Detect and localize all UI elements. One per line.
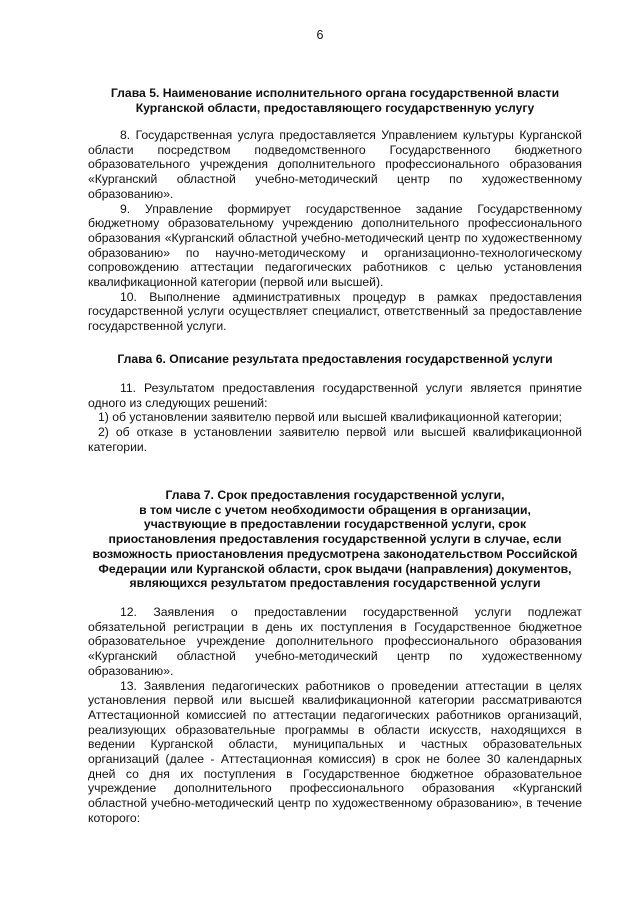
chapter-7-heading (88, 488, 582, 591)
paragraph-11-item-2: 2) об отказе в установлении заявителю первой или высшей квалификационной категории. (88, 425, 582, 454)
chapter-6-heading (88, 352, 582, 367)
paragraph-8: 8. Государственная услуга предоставляется Управлением культуры Курганской области посредством подведомственного Государственного бюджетного образовательного учреждения дополнительного профессионального образования «Курганский областной учебно-методический центр по художественному образованию». (88, 128, 582, 201)
chapter-5-title-line-2: Курганской области, предоставляющего государственную услугу (135, 100, 535, 115)
chapter-5-heading (88, 86, 582, 115)
paragraph-9: 9. Управление формирует государственное задание Государственному бюджетному образовательному учреждению дополнительного профессионального образования «Курганский областной учебно-методический центр по художественному образованию» по научно-методическому и организационно-технологическому сопровождению аттестации педагогических работников с целью установления квалификационной категории (первой или высшей). (88, 201, 582, 290)
chapter-5-body (88, 128, 582, 334)
paragraph-13: 13. Заявления педагогических работников о проведении аттестации в целях установления первой или высшей квалификационной категории рассматриваются Аттестационной комиссией по аттестации педагогических работников организаций, реализующих образовательные программы в области искусств, находящихся в ведении Курганской области, муниципальных и частных образовательных организаций (далее - Аттестационная комиссия) в срок не более 30 календарных дней со дня их поступления в Государственное бюджетное образовательное учреждение дополнительного профессионального образования «Курганский областной учебно-методический центр по художественному образованию», в течение которого: (88, 678, 582, 825)
chapter-5-title-line-1: Глава 5. Наименование исполнительного органа государственной власти (110, 86, 560, 100)
chapter-6-body (88, 381, 582, 455)
chapter-7-title-line-3: участвующие в предоставлении государственной услуги, срок (143, 517, 527, 532)
chapter-7-title-line-5: возможность приостановления предусмотрена законодательством Российской (92, 546, 578, 561)
page-number: 6 (316, 28, 324, 42)
chapter-7-title-line-7: являющихся результатом предоставления государственной услуги (129, 576, 541, 591)
chapter-7-title-line-4: приостановления предоставления государственной услуги в случае, если (108, 532, 562, 547)
paragraph-12: 12. Заявления о предоставлении государственной услуги подлежат обязательной регистрации в день их поступления в Государственное бюджетное образовательное учреждение дополнительного профессионального образования «Курганский областной учебно-методический центр по художественному образованию». (88, 605, 582, 678)
chapter-7-title-line-1: Глава 7. Срок предоставления государственной услуги, (165, 488, 505, 502)
chapter-6-title: Глава 6. Описание результата предоставления государственной услуги (117, 352, 553, 366)
chapter-7-body (88, 605, 582, 826)
chapter-7-title-line-2: в том числе с учетом необходимости обращения в организации, (139, 502, 531, 517)
paragraph-11-item-1: 1) об установлении заявителю первой или высшей квалификационной категории; (98, 410, 562, 425)
paragraph-10: 10. Выполнение административных процедур в рамках предоставления государственной услуги осуществляет специалист, ответственный за предоставление государственной услуги. (88, 289, 582, 334)
paragraph-11: 11. Результатом предоставления государственной услуги является принятие одного из следующих решений: (88, 381, 582, 410)
chapter-7-title-line-6: Федерации или Курганской области, срок выдачи (направления) документов, (98, 561, 572, 576)
